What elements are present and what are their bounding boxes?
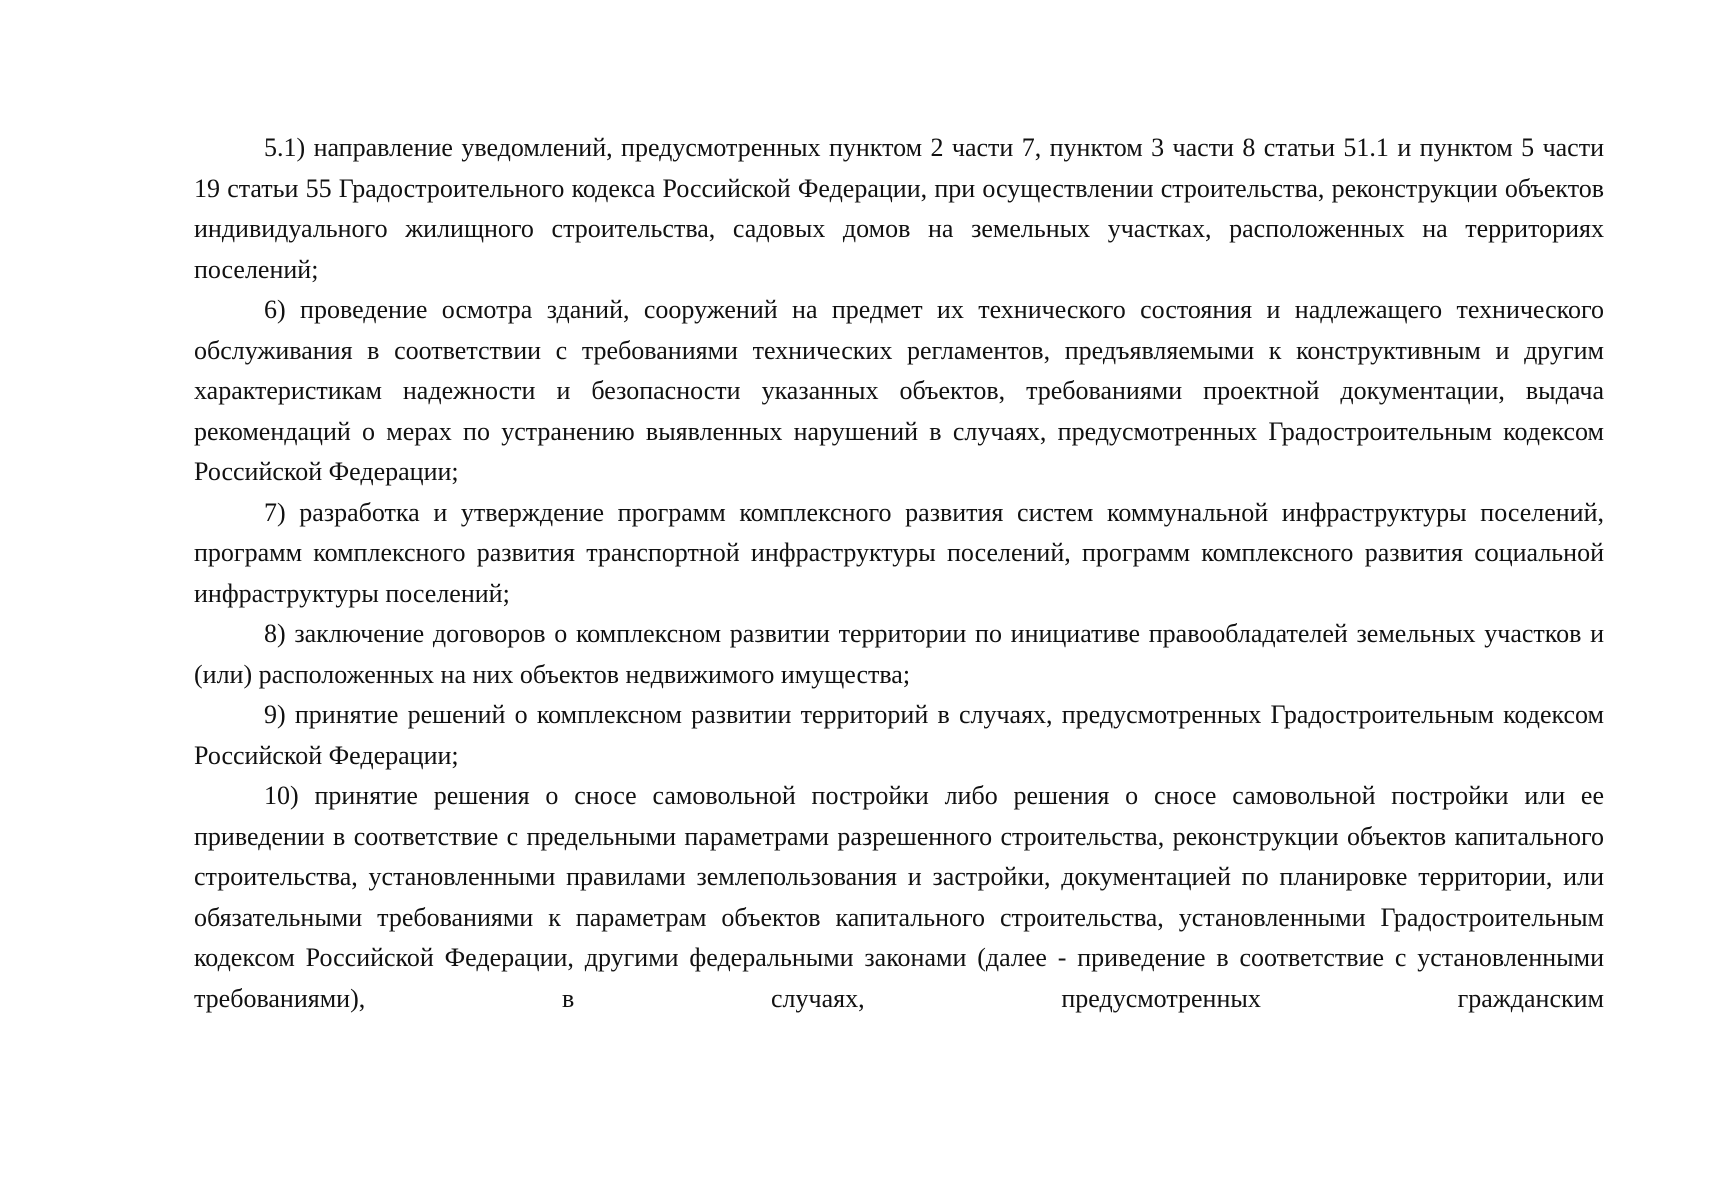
document-page xyxy=(194,128,1604,1019)
paragraph-7: 7) разработка и утверждение программ комплексного развития систем коммунальной инфраструктуры поселений, программ комплексного развития транспортной инфраструктуры поселений, программ комплексного развития социальной инфраструктуры поселений; xyxy=(194,497,1604,608)
paragraph-8: 8) заключение договоров о комплексном развитии территории по инициативе правообладателей земельных участков и (или) расположенных на них объектов недвижимого имущества; xyxy=(194,619,1604,689)
paragraph-10: 10) принятие решения о сносе самовольной постройки либо решения о сносе самовольной постройки или ее приведении в соответствие с предельными параметрами разрешенного строительства, реконструкции объектов капитального строительства, установленными правилами землепользования и застройки, документацией по планировке территории, или обязательными требованиями к параметрам объектов капитального строительства, установленными Градостроительным кодексом Российской Федерации, другими федеральными законами (далее - приведение в соответствие с установленными требованиями), в случаях, предусмотренных гражданским xyxy=(194,781,1604,1013)
paragraph-6: 6) проведение осмотра зданий, сооружений на предмет их технического состояния и надлежащего технического обслуживания в соответствии с требованиями технических регламентов, предъявляемыми к конструктивным и другим характеристикам надежности и безопасности указанных объектов, требованиями проектной документации, выдача рекомендаций о мерах по устранению выявленных нарушений в случаях, предусмотренных Градостроительным кодексом Российской Федерации; xyxy=(194,295,1604,486)
paragraph-5-1: 5.1) направление уведомлений, предусмотренных пунктом 2 части 7, пунктом 3 части 8 статьи 51.1 и пунктом 5 части 19 статьи 55 Градостроительного кодекса Российской Федерации, при осуществлении строительства, реконструкции объектов индивидуального жилищного строительства, садовых домов на земельных участках, расположенных на территориях поселений; xyxy=(194,133,1604,284)
paragraph-9: 9) принятие решений о комплексном развитии территорий в случаях, предусмотренных Градостроительным кодексом Российской Федерации; xyxy=(194,700,1604,770)
